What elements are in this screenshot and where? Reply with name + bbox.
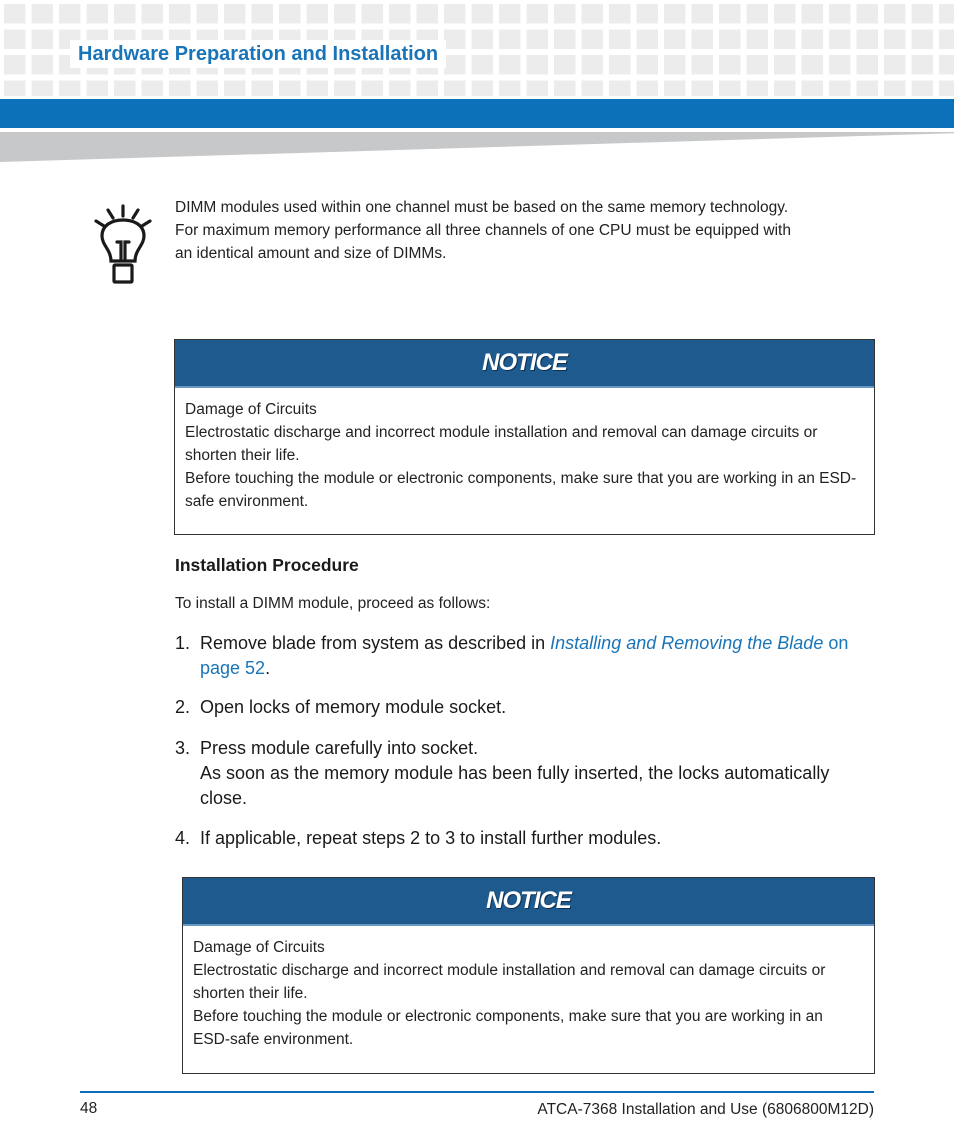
tip-text: [175, 196, 865, 265]
step-number: 2.: [175, 697, 191, 717]
notice-body: [175, 388, 874, 513]
notice-text: Electrostatic discharge and incorrect module installation and removal can damage circuits or shorten their life.: [193, 962, 826, 1002]
procedure-steps: [175, 631, 865, 851]
footer-rule: [80, 1091, 874, 1093]
tip-line: an identical amount and size of DIMMs.: [175, 245, 447, 262]
notice-body: [183, 926, 874, 1051]
page-number: 48: [80, 1100, 98, 1117]
notice-text: Before touching the module or electronic components, make sure that you are working in an ESD-safe environment.: [185, 470, 857, 510]
notice-header: [175, 340, 874, 388]
notice-title: NOTICE: [482, 349, 567, 376]
step-number: 4.: [175, 828, 191, 848]
lightbulb-icon: [92, 204, 156, 288]
step-text: Press module carefully into socket.: [200, 738, 479, 758]
step-item: [175, 631, 865, 681]
notice-box: [182, 877, 875, 1074]
section-heading: Installation Procedure: [175, 555, 359, 575]
notice-heading: Damage of Circuits: [193, 939, 325, 956]
page-reference-link[interactable]: on page 52: [200, 633, 849, 678]
step-number: 3.: [175, 738, 191, 758]
step-text: Remove blade from system as described in: [200, 633, 551, 653]
step-text-end: .: [265, 658, 271, 678]
notice-box: [174, 339, 875, 535]
notice-title: NOTICE: [486, 887, 571, 914]
notice-header: [183, 878, 874, 926]
header-band: [0, 99, 954, 128]
cross-reference-link[interactable]: Installing and Removing the Blade: [550, 633, 824, 653]
document-title: ATCA-7368 Installation and Use (6806800M12D): [537, 1101, 874, 1118]
step-text: If applicable, repeat steps 2 to 3 to install further modules.: [200, 828, 662, 848]
chapter-title: Hardware Preparation and Installation: [70, 40, 446, 68]
notice-text: Electrostatic discharge and incorrect module installation and removal can damage circuits or shorten their life.: [185, 424, 818, 464]
step-item: [175, 826, 865, 851]
header-wedge: [0, 132, 954, 162]
tip-line: DIMM modules used within one channel must be based on the same memory technology.: [175, 199, 789, 216]
step-item: [175, 736, 865, 811]
step-note: As soon as the memory module has been fully inserted, the locks automatically close.: [200, 763, 830, 808]
step-text: Open locks of memory module socket.: [200, 697, 507, 717]
notice-heading: Damage of Circuits: [185, 401, 317, 418]
procedure-intro: To install a DIMM module, proceed as follows:: [175, 595, 491, 612]
step-number: 1.: [175, 633, 191, 653]
tip-line: For maximum memory performance all three channels of one CPU must be equipped with: [175, 222, 791, 239]
step-item: [175, 695, 865, 720]
notice-text: Before touching the module or electronic components, make sure that you are working in an ESD-safe environment.: [193, 1008, 823, 1048]
